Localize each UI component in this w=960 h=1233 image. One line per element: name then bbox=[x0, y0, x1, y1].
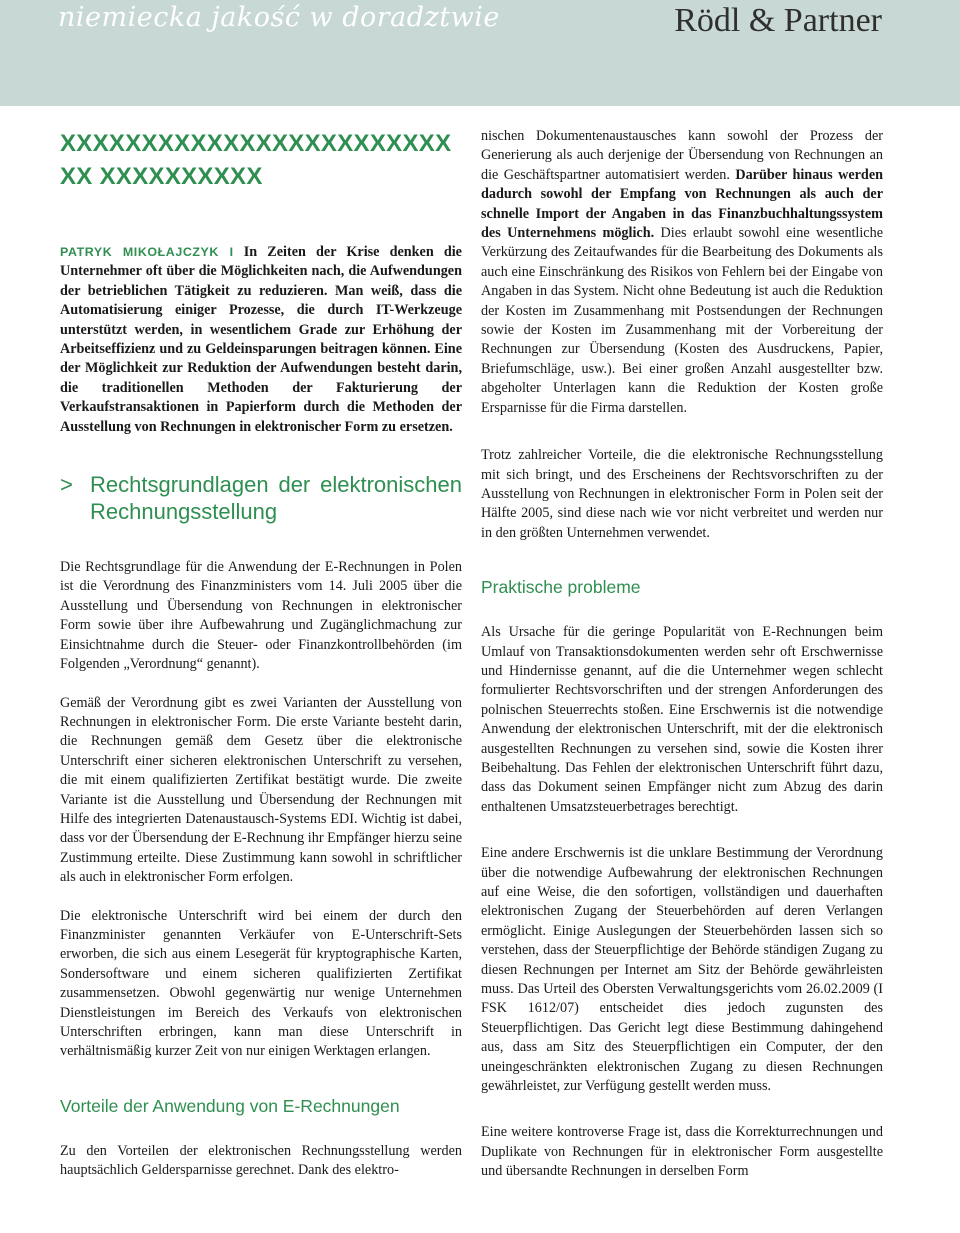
paragraph: Die elektronische Unterschrift wird bei einem der durch den Finanzminister genannten Verkäufer von E-Unterschrift-Sets erworben, die sich aus einem Lesegerät für kryptographische Karten, Sondersoftware und einem sicheren qualifizierten Zertifikat zusammensetzen. Obwohl gegenwärtig nur wenige Unternehmen Dienstleistungen im Bereich des Verkaufs von elektronischen Unterschriften erbringen, kann man diese Unterschrift in verhältnismäßig kurzer Zeit von nur einigen Werktagen erlangen. bbox=[60, 907, 462, 1060]
paragraph-text: Dies erlaubt sowohl eine wesentliche Verkürzung des Zeitaufwandes für die Bearbeitung des Dokuments als auch eine Einschränkung des Risikos von Fehlern bei der Eingabe von Angaben in das System. Nicht ohne Bedeutung ist auch die Reduktion der Kosten im Zusammenhang mit Postsendungen der Rechnungen sowie der Kosten im Zusammenhang mit der Vorbereitung der Rechnungen zur Übersendung (Kosten des Ausdruckens, Papier, Briefumschläge, usw.). Bei einer großen Anzahl ausgestellter bzw. abgeholter Unterlagen kann die Reduktion der Kosten große Ersparnisse für die Firma darstellen. bbox=[481, 225, 883, 416]
brand-logo-text: Rödl & Partner bbox=[674, 2, 882, 39]
paragraph: Zu den Vorteilen der elektronischen Rechnungsstellung werden hauptsächlich Geldersparnisse gerechnet. Dank des elektro- bbox=[60, 1142, 462, 1179]
paragraph: Eine andere Erschwernis ist die unklare Bestimmung der Verordnung über die notwendige Aufbewahrung der elektronischen Rechnungen auf eine Weise, die den sofortigen, vollständigen und dauerhaften elektronischen Zugang der Steuerbehörden auf deren Verlangen ermöglicht. Einige Auslegungen der Steuerbehörden lassen sich so verstehen, dass der Steuerpflichtige der Behörde ständigen Zugang zu diesen Rechnungen per Internet am Sitz der Behörde gewährleisten muss. Das Urteil des Obersten Verwaltungsgerichts vom 26.02.2009 (I FSK 1612/07) entscheidet dies jedoch zugunsten des Steuerpflichtigen. Das Gericht legt diese Bestimmung dahingehend aus, dass am Sitz des Steuerpflichtigen ein Computer, der den uneingeschränkten elektronischen Zugang zu diesen Rechnungen gewährleistet, zur Verfügung gestellt werden muss. bbox=[481, 845, 883, 1095]
section-heading-legal-basis bbox=[60, 471, 462, 525]
paragraph: Trotz zahlreicher Vorteile, die die elektronische Rechnungsstellung mit sich bringt, und des Erscheinens der Rechtsvorschriften zu der Ausstellung von Rechnungen in elektronischer Form in Polen seit der Hälfte 2005, sind diese nach wie vor nicht verbreitet und werden nur in den größten Unternehmen verwendet. bbox=[481, 447, 883, 541]
section-heading-advantages: Vorteile der Anwendung von E-Rechnungen bbox=[60, 1095, 400, 1116]
right-column bbox=[481, 127, 883, 1182]
article-headline: XXXXXXXXXXXXXXXXXXXXXXXXXX XXXXXXXXXX bbox=[60, 130, 452, 190]
section-heading-practical-problems: Praktische probleme bbox=[481, 577, 641, 598]
intro-text: In Zeiten der Krise denken die Unternehmer oft über die Möglichkeiten nach, die Aufwendungen der betrieblichen Tätigkeit zu reduzieren. Man weiß, dass die Automatisierung einiger Prozesse, die durch IT-Werkzeuge unterstützt werden, in wesentlichem Grade zur Erhöhung der Arbeitseffizienz und zu Geldeinsparungen beitragen können. Eine der Möglichkeit zur Reduktion der Aufwendungen besteht darin, die traditionellen Methoden der Fakturierung der Verkaufstransaktionen in Papierform durch die Methoden der Ausstellung von Rechnungen in elektronischer Form zu ersetzen. bbox=[60, 244, 462, 435]
paragraph: Die Rechtsgrundlage für die Anwendung der E-Rechnungen in Polen ist die Verordnung des Finanzministers vom 14. Juli 2005 über die Ausstellung und Übersendung von Rechnungen in elektronischer Form sowie über ihre Aufbewahrung und Zugänglichmachung zur Einsichtnahme durch die Steuer- oder Finanzkontrollbehörden (im Folgenden „Verordnung“ genannt). bbox=[60, 559, 462, 673]
intro-paragraph bbox=[60, 243, 462, 437]
paragraph: Gemäß der Verordnung gibt es zwei Varianten der Ausstellung von Rechnungen in elektronischer Form. Die erste Variante besteht darin, die Rechnungen gemäß dem Gesetz über die elektronische Unterschrift einer sicheren elektronischen Unterschrift zu versehen, die mit einem qualifizierten Zertifikat bestätigt wurde. Die zweite Variante ist die Ausstellung und Übersendung der Rechnungen mit Hilfe des integrierten Datenaustausch-Systems EDI. Wichtig ist dabei, dass vor der Übersendung der E-Rechnung ihr Empfänger hierzu seine Zustimmung erteilte. Diese Zustimmung kann sowohl in schriftlicher als auch in elektronischer Form erfolgen. bbox=[60, 694, 462, 886]
paragraph-continued bbox=[481, 127, 883, 418]
author-name: PATRYK MIKOŁAJCZYK I bbox=[60, 245, 234, 259]
section-heading-text: Rechtsgrundlagen der elektronischen Rechnungsstellung bbox=[90, 472, 462, 525]
arrow-icon: > bbox=[60, 472, 73, 498]
paragraph-text: nischen Dokumentenaustausches kann sowohl der Prozess der Generierung als auch derjenige der Übersendung von Rechnungen an die Geschäftspartner automatisiert werden. bbox=[481, 128, 883, 183]
header-band bbox=[0, 0, 960, 106]
left-column bbox=[60, 127, 462, 1181]
tagline: niemiecka jakość w doradztwie bbox=[58, 2, 500, 33]
paragraph: Als Ursache für die geringe Popularität von E-Rechnungen beim Umlauf von Transaktionsdokumenten werden sehr oft Erschwernisse und Hindernisse genannt, auf die die Unternehmer wegen schlecht formulierter Rechtsvorschriften und der strengen Anforderungen des polnischen Steuerrechts stoßen. Eine Erschwernis ist die notwendige Anwendung der elektronischen Unterschrift, mit der die elektronisch ausgestellten Rechnungen zu versehen sind, sowie die Kosten ihrer Beibehaltung. Das Fehlen der elektronischen Unterschrift führt dazu, dass das Dokument seinen Empfänger nicht zum Abzug des darin enthaltenen Umsatzsteuerbetrages berechtigt. bbox=[481, 624, 883, 815]
paragraph: Eine weitere kontroverse Frage ist, dass die Korrekturrechnungen und Duplikate von Rechnungen für in elektronischer Form ausgestellte und übersandte Rechnungen in derselben Form bbox=[481, 1124, 883, 1180]
paragraph-bold-text: Darüber hinaus werden dadurch sowohl der Empfang von Rechnungen als auch der schnelle Import der Angaben in das Finanzbuchhaltungssystem des Unternehmens möglich. bbox=[481, 166, 884, 242]
